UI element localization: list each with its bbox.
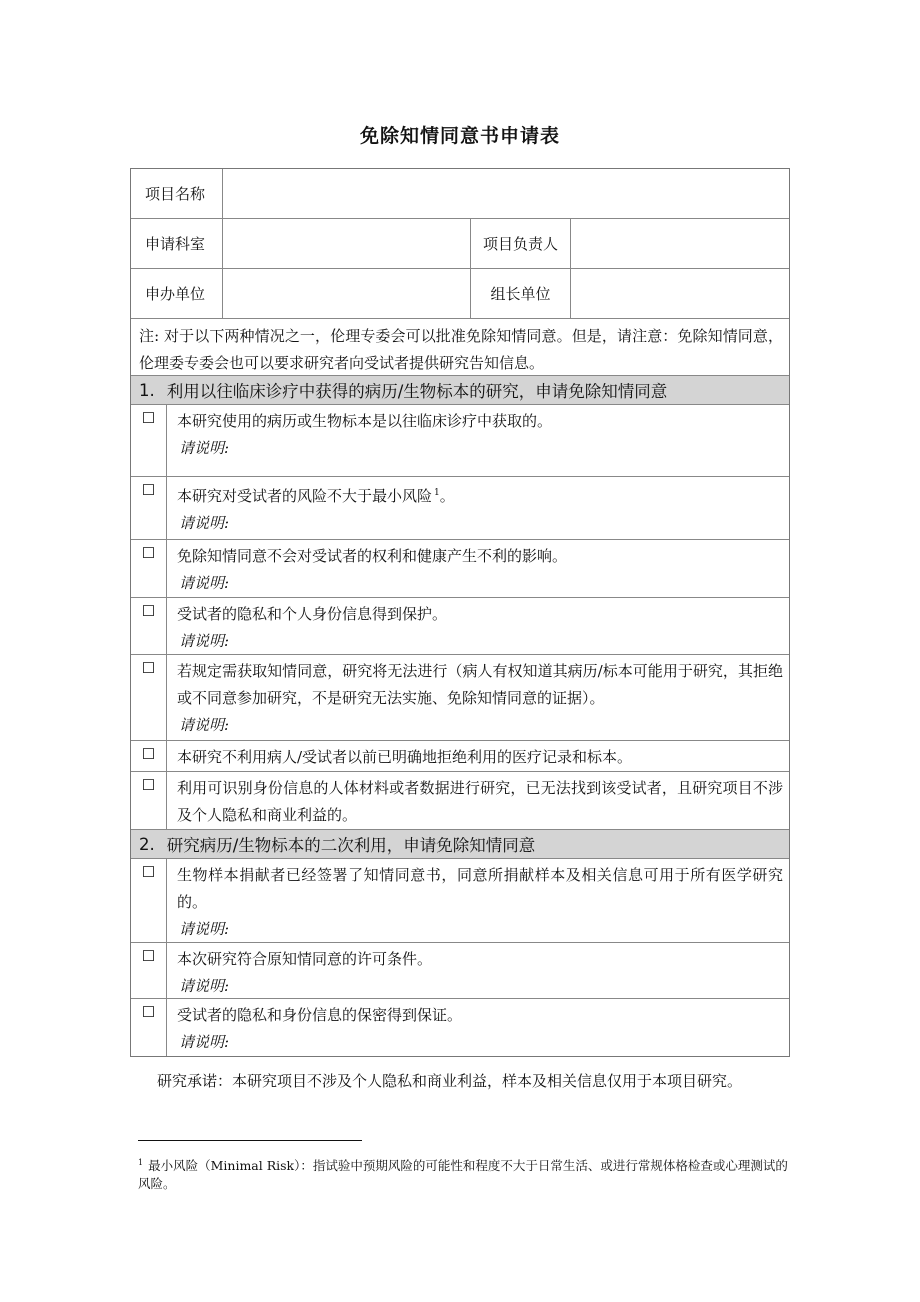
section-title: 利用以往临床诊疗中获得的病历/生物标本的研究，申请免除知情同意 <box>166 382 668 401</box>
section-1-header <box>131 376 789 405</box>
explain-field[interactable]: 请说明: <box>179 977 230 995</box>
page-title: 免除知情同意书申请表 <box>359 125 560 147</box>
sponsor-row <box>131 269 789 319</box>
dept-field[interactable] <box>223 219 471 268</box>
checkbox[interactable]: ☐ <box>131 655 167 740</box>
leader-unit-label: 组长单位 <box>471 269 571 318</box>
item-text: 本研究使用的病历或生物标本是以往临床诊疗中获取的。 <box>177 412 553 430</box>
checklist-item <box>131 772 789 830</box>
pi-field[interactable] <box>571 219 789 268</box>
sponsor-label: 申办单位 <box>131 269 223 318</box>
checkbox[interactable]: ☐ <box>131 943 167 998</box>
section-title: 研究病历/生物标本的二次利用，申请免除知情同意 <box>166 836 536 855</box>
dept-row <box>131 219 789 269</box>
checklist-item <box>131 943 789 999</box>
leader-unit-field[interactable] <box>571 269 789 318</box>
checklist-item <box>131 405 789 477</box>
item-text: 利用可识别身份信息的人体材料或者数据进行研究，已无法找到该受试者，且研究项目不涉及个人隐私和商业利益的。 <box>177 779 783 824</box>
pi-label: 项目负责人 <box>471 219 571 268</box>
item-text: 若规定需获取知情同意，研究将无法进行（病人有权知道其病历/标本可能用于研究，其拒绝或不同意参加研究，不是研究无法实施、免除知情同意的证据）。 <box>177 662 783 707</box>
checklist-item <box>131 741 789 772</box>
explain-field[interactable]: 请说明: <box>179 574 230 592</box>
footnote <box>138 1154 788 1193</box>
project-name-field[interactable] <box>223 169 789 218</box>
project-name-label: 项目名称 <box>131 169 223 218</box>
sponsor-field[interactable] <box>223 269 471 318</box>
footnote-divider <box>138 1140 362 1141</box>
footnote-ref: 1 <box>434 488 440 498</box>
checkbox[interactable]: ☐ <box>131 741 167 771</box>
explain-field[interactable]: 请说明: <box>179 514 230 532</box>
section-number: 1. <box>139 380 155 400</box>
item-text: 受试者的隐私和身份信息的保密得到保证。 <box>177 1006 463 1024</box>
item-text: 受试者的隐私和个人身份信息得到保护。 <box>177 605 448 623</box>
item-text: 本次研究符合原知情同意的许可条件。 <box>177 950 433 968</box>
checklist-item <box>131 999 789 1056</box>
section-number: 2. <box>139 834 155 854</box>
item-text: 免除知情同意不会对受试者的权利和健康产生不利的影响。 <box>177 547 568 565</box>
checkbox[interactable]: ☐ <box>131 598 167 654</box>
checkbox[interactable]: ☐ <box>131 405 167 476</box>
item-text: 本研究对受试者的风险不大于最小风险 $^1$。 <box>177 487 455 505</box>
note-text: 注: 对于以下两种情况之一，伦理专委会可以批准免除知情同意。但是，请注意：免除知情同意，伦理委专委会也可以要求研究者向受试者提供研究告知信息。 <box>139 327 783 372</box>
checklist-item <box>131 655 789 741</box>
application-form <box>130 168 790 1057</box>
explain-field[interactable]: 请说明: <box>179 632 230 650</box>
item-text: 本研究不利用病人/受试者以前已明确地拒绝利用的医疗记录和标本。 <box>177 748 633 766</box>
footnote-text: 最小风险（Minimal Risk）：指试验中预期风险的可能性和程度不大于日常生活、或进行常规体格检查或心理测试的风险。 <box>138 1158 788 1192</box>
project-name-row <box>131 169 789 219</box>
item-text: 生物样本捐献者已经签署了知情同意书，同意所捐献样本及相关信息可用于所有医学研究的。 <box>177 866 783 911</box>
checkbox[interactable]: ☐ <box>131 859 167 942</box>
checklist-item <box>131 598 789 655</box>
explain-field[interactable]: 请说明: <box>179 920 230 938</box>
checkbox[interactable]: ☐ <box>131 772 167 829</box>
section-2-header <box>131 830 789 859</box>
checklist-item <box>131 540 789 598</box>
checkbox[interactable]: ☐ <box>131 540 167 597</box>
research-commitment: 研究承诺：本研究项目不涉及个人隐私和商业利益，样本及相关信息仅用于本项目研究。 <box>157 1072 743 1090</box>
explain-field[interactable]: 请说明: <box>179 716 230 734</box>
checklist-item <box>131 477 789 540</box>
checkbox[interactable]: ☐ <box>131 999 167 1056</box>
explain-field[interactable]: 请说明: <box>179 1033 230 1051</box>
footnote-number: 1 <box>138 1158 144 1167</box>
checklist-item <box>131 859 789 943</box>
note-row <box>131 319 789 376</box>
checkbox[interactable]: ☐ <box>131 477 167 539</box>
explain-field[interactable]: 请说明: <box>179 439 230 457</box>
dept-label: 申请科室 <box>131 219 223 268</box>
